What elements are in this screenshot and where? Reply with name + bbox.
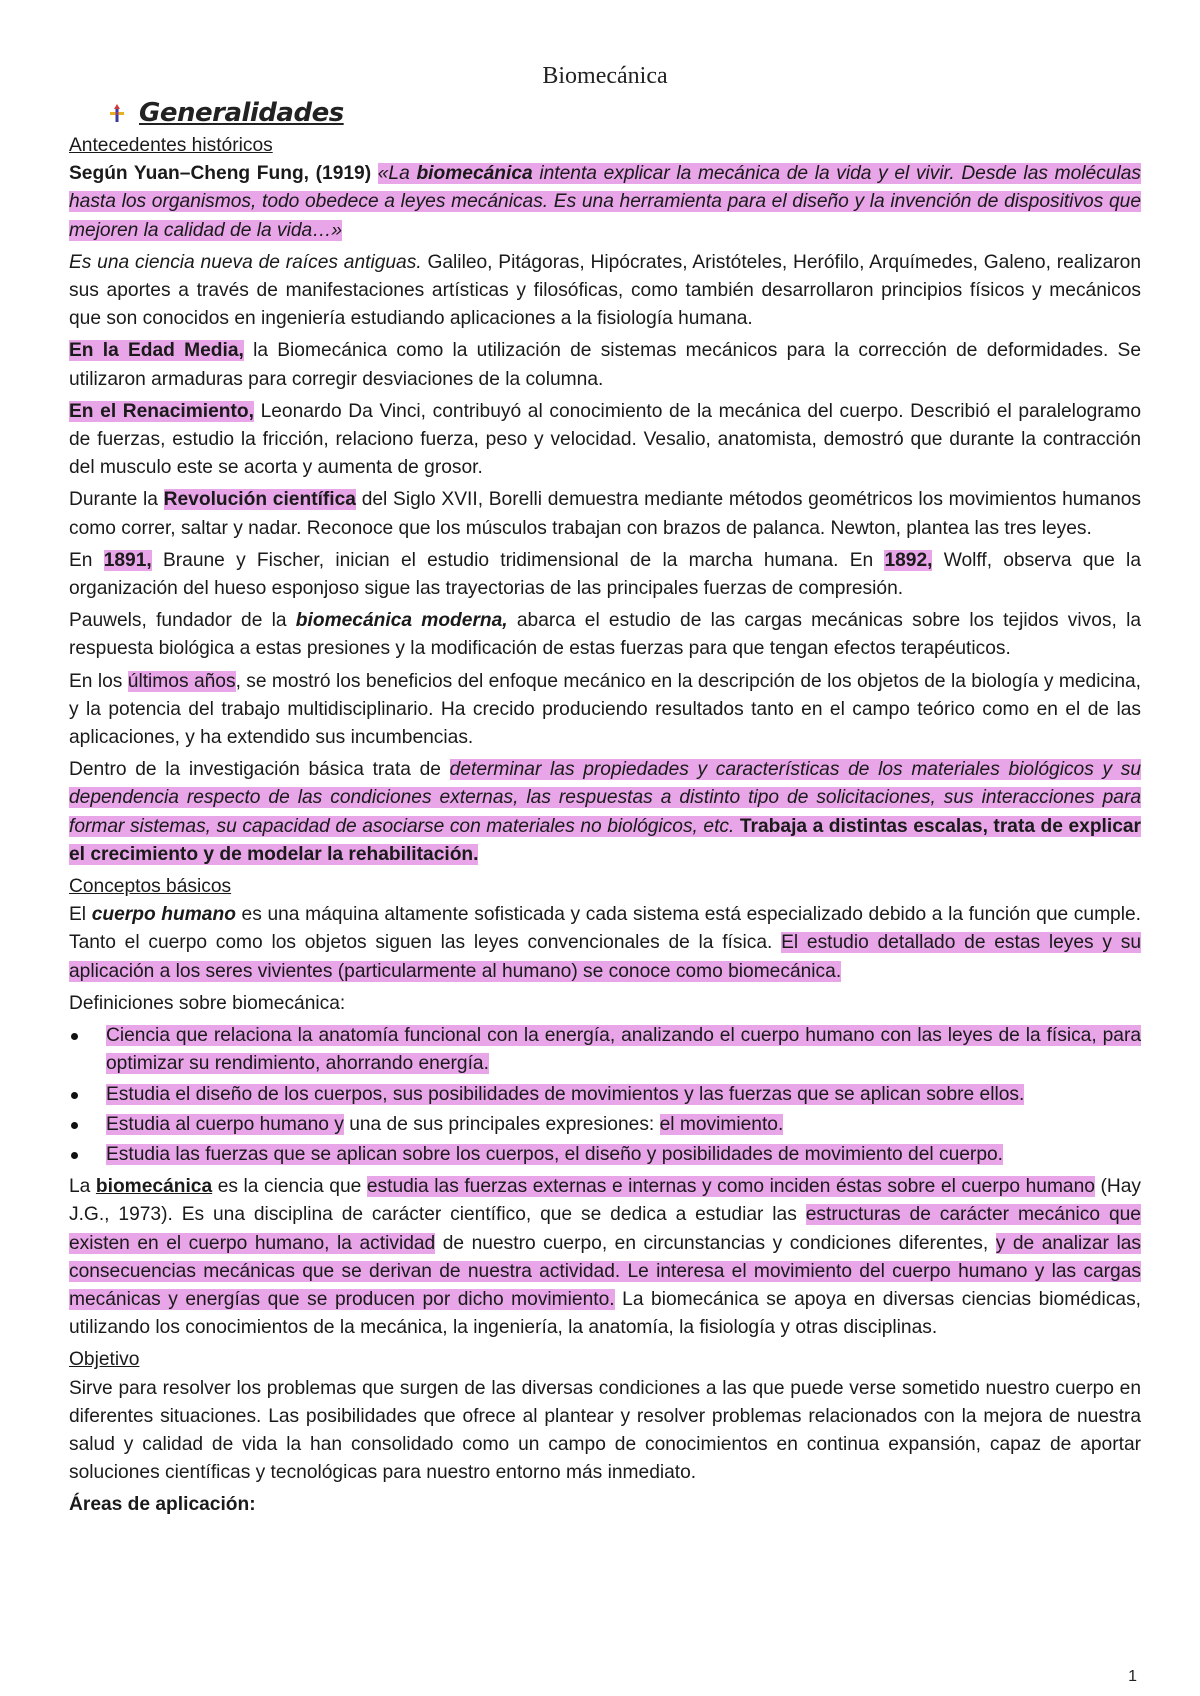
subheading-conceptos: Conceptos básicos bbox=[69, 876, 232, 898]
paragraph-investigacion: Dentro de la investigación básica trata de determinar las propiedades y características de los materiales biológicos y su dependencia respecto de las condiciones externas, las respuestas a distinto tipo de solicitaciones, sus interacciones para formar sistemas, su capacidad de asociarse con materiales no biológicos, etc. Trabaja a distintas escalas, trata de explicar el crecimiento y de modelar la rehabilitación. bbox=[69, 759, 1142, 865]
bullet-dot-icon bbox=[71, 1122, 78, 1129]
paragraph-ultimos-anos: En los últimos años, se mostró los beneficios del enfoque mecánico en la descripción de los objetos de la biología y medicina, y la potencia del trabajo multidisciplinario. Ha crecido produciendo resultados tanto en el campo teórico como en el de las aplicaciones, y ha extendido sus incumbencias. bbox=[69, 670, 1142, 749]
paragraph-ciencia-nueva: Es una ciencia nueva de raíces antiguas. Galileo, Pitágoras, Hipócrates, Aristóteles, Herófilo, Arquímedes, Galeno, realizaron sus aportes a través de manifestaciones artísticas y filosóficas, como también desarrollaron principios físicos y mecánicos que son conocidos en ingeniería estudiando aplicaciones a la fisiología humana. bbox=[69, 251, 1141, 330]
list-item: Ciencia que relaciona la anatomía funcional con la energía, analizando el cuerpo humano con las leyes de la física, para optimizar su rendimiento, ahorrando energía. bbox=[69, 1022, 1141, 1078]
document-content bbox=[69, 58, 1141, 1520]
definitions-label: Definiciones sobre biomecánica: bbox=[69, 992, 346, 1014]
paragraph-fung: Según Yuan–Cheng Fung, (1919) «La biomecánica intenta explicar la mecánica de la vida y el vivir. Desde las moléculas hasta los organismos, todo obedece a leyes mecánicas. Es una herramienta para el diseño y la invención de dispositivos que mejoren la calidad de la vida…» bbox=[69, 163, 1141, 241]
paragraph-pauwels: Pauwels, fundador de la biomecánica moderna, abarca el estudio de las cargas mecánicas sobre los tejidos vivos, la respuesta biológica a estas presiones y la modificación de estas fuerzas para que tengan efectos terapéuticos. bbox=[69, 610, 1142, 660]
arrow-cross-bullet-icon bbox=[107, 103, 127, 123]
paragraph-cuerpo-humano: El cuerpo humano es una máquina altamente sofisticada y cada sistema está especializado debido a la función que cumple. Tanto el cuerpo como los objetos siguen las leyes convencionales de la física. El estudio detallado de estas leyes y su aplicación a los seres vivientes (particularmente al humano) se conoce como biomecánica. bbox=[69, 904, 1141, 982]
list-item: Estudia las fuerzas que se aplican sobre los cuerpos, el diseño y posibilidades de movimiento del cuerpo. bbox=[69, 1141, 1141, 1169]
definitions-list bbox=[69, 1022, 1141, 1169]
section-heading-generalidades: Generalidades bbox=[139, 97, 344, 128]
paragraph-la-biomecanica: La biomecánica es la ciencia que estudia las fuerzas externas e internas y como inciden éstas sobre el cuerpo humano (Hay J.G., 1973). Es una disciplina de carácter científico, que se dedica a estudiar las estructuras de carácter mecánico que existen en el cuerpo humano, la actividad de nuestro cuerpo, en circunstancias y condiciones diferentes, y de analizar las consecuencias mecánicas que se derivan de nuestra actividad. Le interesa el movimiento del cuerpo humano y las cargas mecánicas y energías que se producen por dicho movimiento. La biomecánica se apoya en diversas ciencias biomédicas, utilizando los conocimientos de la mecánica, la ingeniería, la anatomía, la fisiología y otras disciplinas. bbox=[69, 1176, 1142, 1339]
subheading-antecedentes: Antecedentes históricos bbox=[69, 135, 273, 156]
page-number: 1 bbox=[1128, 1668, 1137, 1685]
paragraph-renacimiento: En el Renacimiento, Leonardo Da Vinci, contribuyó al conocimiento de la mecánica del cuerpo. Describió el paralelogramo de fuerzas, estudio la fricción, relaciono fuerza, peso y velocidad. Vesalio, anatomista, demostró que durante la contracción del musculo este se acorta y aumenta de grosor. bbox=[69, 400, 1142, 479]
list-item: Estudia el diseño de los cuerpos, sus posibilidades de movimientos y las fuerzas que se aplican sobre ellos. bbox=[69, 1081, 1141, 1109]
section-heading-row bbox=[107, 94, 1141, 132]
heading-areas-aplicacion: Áreas de aplicación: bbox=[69, 1494, 256, 1516]
paragraph-edad-media: En la Edad Media, la Biomecánica como la utilización de sistemas mecánicos para la corrección de deformidades. Se utilizaron armaduras para corregir desviaciones de la columna. bbox=[69, 340, 1141, 390]
paragraph-objetivo: Sirve para resolver los problemas que surgen de las diversas condiciones a las que puede verse sometido nuestro cuerpo en diferentes situaciones. Las posibilidades que ofrece al plantear y resolver problemas relacionados con la mejora de nuestra salud y calidad de vida la han consolidado como un campo de conocimientos en continua expansión, capaz de aportar soluciones científicas y tecnológicas para nuestro entorno más inmediato. bbox=[69, 1377, 1141, 1484]
subheading-objetivo: Objetivo bbox=[69, 1349, 140, 1371]
document-title: Biomecánica bbox=[542, 63, 668, 89]
paragraph-1891: En 1891, Braune y Fischer, inician el estudio tridimensional de la marcha humana. En 1892, Wolff, observa que la organización del hueso esponjoso sigue las trayectorias de las principales fuerzas de compresión. bbox=[69, 549, 1141, 600]
bullet-dot-icon bbox=[71, 1152, 78, 1159]
paragraph-revolucion: Durante la Revolución científica del Siglo XVII, Borelli demuestra mediante métodos geométricos los movimientos humanos como correr, saltar y nadar. Reconoce que los músculos trabajan con brazos de palanca. Newton, plantea las tres leyes. bbox=[69, 489, 1142, 539]
bullet-dot-icon bbox=[71, 1033, 78, 1040]
list-item: Estudia al cuerpo humano y una de sus principales expresiones: el movimiento. bbox=[69, 1111, 1141, 1139]
bullet-dot-icon bbox=[71, 1092, 78, 1099]
